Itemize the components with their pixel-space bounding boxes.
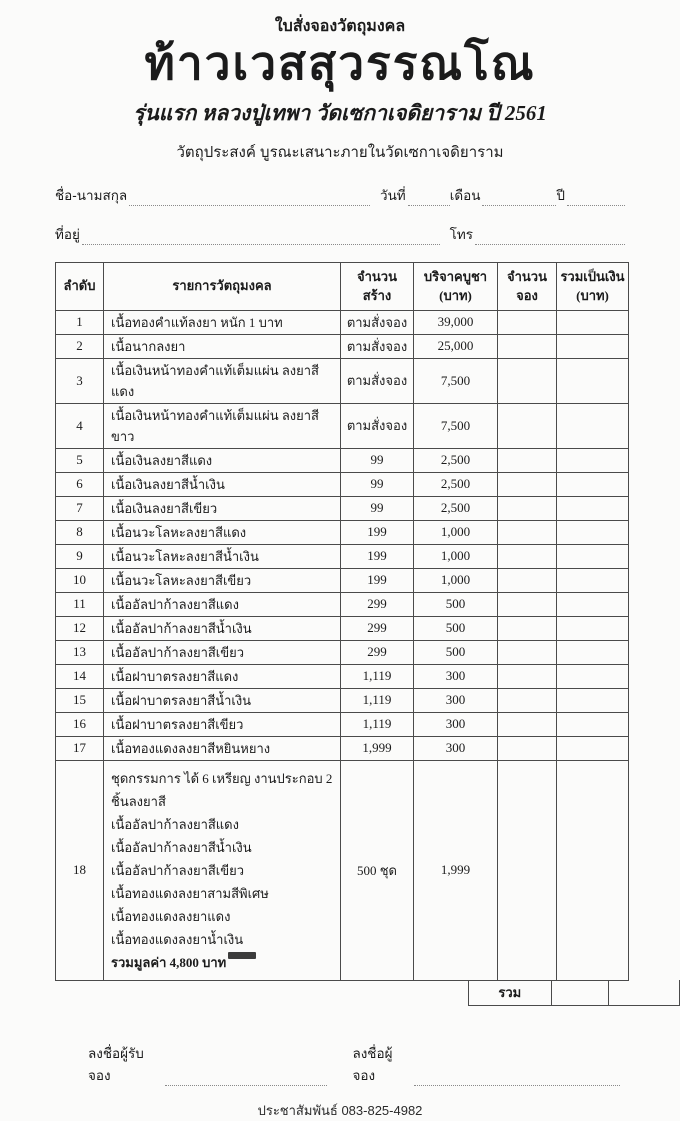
quantity-made-cell: 1,119 <box>341 688 414 712</box>
donation-price-cell: 7,500 <box>414 403 498 448</box>
item-description-cell: เนื้อเงินลงยาสีเขียว <box>104 496 341 520</box>
grand-total-row <box>468 980 680 1006</box>
donation-price-cell: 500 <box>414 592 498 616</box>
row-number: 8 <box>56 520 104 544</box>
address-dotted-line <box>82 229 440 245</box>
item-line: ชุดกรรมการ ได้ 6 เหรียญ งานประกอบ 2 ชิ้นลงยาสี <box>111 770 333 809</box>
quantity-made-cell: 500 ชุด <box>341 760 414 980</box>
name-dotted-line <box>129 190 370 206</box>
donation-price-cell: 1,000 <box>414 520 498 544</box>
total-amount-cell <box>557 736 629 760</box>
quantity-reserved-cell <box>498 403 557 448</box>
month-label: เดือน <box>449 187 481 203</box>
address-label: ที่อยู่ <box>55 226 80 242</box>
quantity-reserved-cell <box>498 640 557 664</box>
item-description-cell: เนื้ออัลปาก้าลงยาสีน้ำเงิน <box>104 616 341 640</box>
donation-price-cell: 1,000 <box>414 544 498 568</box>
quantity-made-cell: 299 <box>341 616 414 640</box>
phone-dotted-line <box>475 229 625 245</box>
column-header-line: รายการวัตถุมงคล <box>172 278 272 294</box>
total-amount-cell <box>557 472 629 496</box>
table-row <box>56 496 629 520</box>
quantity-reserved-cell <box>498 520 557 544</box>
row-number: 13 <box>56 640 104 664</box>
item-line: เนื้ออัลปาก้าลงยาสีน้ำเงิน <box>111 839 252 855</box>
total-amount-cell <box>557 358 629 403</box>
item-line: เนื้ออัลปาก้าลงยาสีแดง <box>111 816 239 832</box>
donation-price-cell: 1,999 <box>414 760 498 980</box>
item-line: เนื้อทองแดงลงยาน้ำเงิน <box>111 931 244 947</box>
quantity-reserved-cell <box>498 688 557 712</box>
quantity-reserved-cell <box>498 760 557 980</box>
quantity-made-cell: ตามสั่งจอง <box>341 358 414 403</box>
item-description-cell <box>104 760 341 980</box>
item-line: เนื้อทองแดงลงยาสามสีพิเศษ <box>111 885 269 901</box>
row-number: 17 <box>56 736 104 760</box>
donation-price-cell: 2,500 <box>414 472 498 496</box>
total-amount-cell <box>557 520 629 544</box>
table-row <box>56 403 629 448</box>
table-row <box>56 736 629 760</box>
column-header-line: จำนวน <box>357 268 397 284</box>
table-row <box>56 712 629 736</box>
column-header <box>557 262 629 310</box>
column-header-line: (บาท) <box>576 288 609 304</box>
item-description-cell: เนื้อฝาบาตรลงยาสีเขียว <box>104 712 341 736</box>
column-header <box>414 262 498 310</box>
row-number: 2 <box>56 334 104 358</box>
quantity-made-cell: 299 <box>341 592 414 616</box>
donation-price-cell: 39,000 <box>414 310 498 334</box>
quantity-reserved-cell <box>498 664 557 688</box>
quantity-reserved-cell <box>498 616 557 640</box>
item-line: เนื้ออัลปาก้าลงยาสีเขียว <box>111 862 245 878</box>
purpose-line: วัตถุประสงค์ บูรณะเสนาะภายในวัดเซกาเจดิยาราม <box>176 143 504 161</box>
quantity-made-cell: ตามสั่งจอง <box>341 403 414 448</box>
total-amount-cell <box>557 592 629 616</box>
row-number: 4 <box>56 403 104 448</box>
quantity-reserved-cell <box>498 544 557 568</box>
quantity-reserved-cell <box>498 736 557 760</box>
order-table <box>55 262 629 981</box>
row-number: 3 <box>56 358 104 403</box>
total-amount-cell <box>557 310 629 334</box>
table-row <box>56 448 629 472</box>
quantity-made-cell: 99 <box>341 496 414 520</box>
date-dotted-line <box>408 190 450 206</box>
table-row <box>56 544 629 568</box>
item-description-cell: เนื้ออัลปาก้าลงยาสีเขียว <box>104 640 341 664</box>
row-number: 14 <box>56 664 104 688</box>
total-amount-cell <box>557 544 629 568</box>
quantity-reserved-cell <box>498 496 557 520</box>
column-header-line: จำนวน <box>507 268 547 284</box>
scan-artifact <box>228 952 256 959</box>
donation-price-cell: 1,000 <box>414 568 498 592</box>
orderer-signature-line <box>414 1070 620 1086</box>
quantity-made-cell: 1,999 <box>341 736 414 760</box>
quantity-reserved-cell <box>498 310 557 334</box>
quantity-reserved-cell <box>498 448 557 472</box>
column-header <box>498 262 557 310</box>
receiver-signature-line <box>165 1070 327 1086</box>
page-title: ท้าวเวสสุวรรณโณ <box>144 38 536 89</box>
item-description-cell: เนื้อทองแดงลงยาสีหยินหยาง <box>104 736 341 760</box>
quantity-made-cell: 99 <box>341 472 414 496</box>
orderer-signature-label: ลงชื่อผู้จอง <box>352 1045 393 1083</box>
total-amount-cell <box>557 616 629 640</box>
column-header-line: จอง <box>516 288 538 304</box>
item-description-cell: เนื้อเงินลงยาสีแดง <box>104 448 341 472</box>
row-number: 15 <box>56 688 104 712</box>
donation-price-cell: 500 <box>414 616 498 640</box>
signature-row <box>88 1042 620 1086</box>
row-number: 5 <box>56 448 104 472</box>
item-set-value-line: รวมมูลค่า 4,800 บาท <box>111 954 227 970</box>
year-label: ปี <box>556 187 565 203</box>
total-amount-cell <box>557 664 629 688</box>
row-number: 18 <box>56 760 104 980</box>
table-row <box>56 334 629 358</box>
row-number: 7 <box>56 496 104 520</box>
address-phone-row <box>55 223 625 245</box>
quantity-made-cell: 1,119 <box>341 664 414 688</box>
quantity-reserved-cell <box>498 568 557 592</box>
total-amount-cell <box>557 334 629 358</box>
grand-total-amount-cell <box>609 980 680 1006</box>
order-table-header-row <box>56 262 629 310</box>
item-description-cell: เนื้อเงินหน้าทองคำแท้เต็มแผ่น ลงยาสีแดง <box>104 358 341 403</box>
year-dotted-line <box>567 190 625 206</box>
row-number: 9 <box>56 544 104 568</box>
item-description-cell: เนื้อเงินลงยาสีน้ำเงิน <box>104 472 341 496</box>
donation-price-cell: 2,500 <box>414 496 498 520</box>
grand-total-reserved-cell <box>552 980 610 1006</box>
item-description-cell: เนื้อนวะโลหะลงยาสีเขียว <box>104 568 341 592</box>
quantity-made-cell: ตามสั่งจอง <box>341 334 414 358</box>
item-description-cell: เนื้อนวะโลหะลงยาสีแดง <box>104 520 341 544</box>
quantity-made-cell: 199 <box>341 520 414 544</box>
quantity-reserved-cell <box>498 592 557 616</box>
total-amount-cell <box>557 712 629 736</box>
table-row <box>56 310 629 334</box>
total-amount-cell <box>557 496 629 520</box>
name-date-row <box>55 184 625 206</box>
quantity-made-cell: 199 <box>341 544 414 568</box>
donation-price-cell: 300 <box>414 736 498 760</box>
column-header-line: สร้าง <box>362 288 392 304</box>
quantity-made-cell: ตามสั่งจอง <box>341 310 414 334</box>
total-amount-cell <box>557 640 629 664</box>
row-number: 16 <box>56 712 104 736</box>
donation-price-cell: 300 <box>414 712 498 736</box>
column-header <box>341 262 414 310</box>
row-number: 6 <box>56 472 104 496</box>
table-row <box>56 358 629 403</box>
month-dotted-line <box>482 190 556 206</box>
total-amount-cell <box>557 448 629 472</box>
name-label: ชื่อ-นามสกุล <box>55 187 128 203</box>
quantity-made-cell: 1,119 <box>341 712 414 736</box>
form-type-heading: ใบสั่งจองวัตถุมงคล <box>274 18 406 35</box>
row-number: 11 <box>56 592 104 616</box>
table-row <box>56 616 629 640</box>
table-row <box>56 688 629 712</box>
table-row <box>56 568 629 592</box>
item-description-cell: เนื้ออัลปาก้าลงยาสีแดง <box>104 592 341 616</box>
column-header <box>56 262 104 310</box>
row-number: 1 <box>56 310 104 334</box>
quantity-made-cell: 299 <box>341 640 414 664</box>
row-number: 12 <box>56 616 104 640</box>
quantity-made-cell: 199 <box>341 568 414 592</box>
row-number: 10 <box>56 568 104 592</box>
receiver-signature-label: ลงชื่อผู้รับจอง <box>88 1045 144 1083</box>
column-header-line: ลำดับ <box>63 278 96 294</box>
edition-subtitle: รุ่นแรก หลวงปู่เทพา วัดเซกาเจดิยาราม ปี 2561 <box>133 100 547 125</box>
quantity-reserved-cell <box>498 712 557 736</box>
quantity-reserved-cell <box>498 334 557 358</box>
column-header-line: (บาท) <box>439 288 472 304</box>
item-description-cell: เนื้อนากลงยา <box>104 334 341 358</box>
table-row <box>56 472 629 496</box>
item-description-cell: เนื้อนวะโลหะลงยาสีน้ำเงิน <box>104 544 341 568</box>
date-label: วันที่ <box>379 187 406 203</box>
column-header-line: รวมเป็นเงิน <box>560 268 625 284</box>
donation-price-cell: 300 <box>414 664 498 688</box>
table-row <box>56 592 629 616</box>
table-row <box>56 760 629 980</box>
table-row <box>56 520 629 544</box>
applicant-fields <box>55 184 625 245</box>
total-amount-cell <box>557 688 629 712</box>
donation-price-cell: 500 <box>414 640 498 664</box>
phone-label: โทร <box>449 226 473 242</box>
table-row <box>56 640 629 664</box>
total-amount-cell <box>557 760 629 980</box>
item-description-cell: เนื้อฝาบาตรลงยาสีน้ำเงิน <box>104 688 341 712</box>
item-description-cell: เนื้อเงินหน้าทองคำแท้เต็มแผ่น ลงยาสีขาว <box>104 403 341 448</box>
column-header-line: บริจาคบูชา <box>423 268 488 284</box>
table-row <box>56 664 629 688</box>
donation-price-cell: 7,500 <box>414 358 498 403</box>
quantity-reserved-cell <box>498 472 557 496</box>
item-line: เนื้อทองแดงลงยาแดง <box>111 908 231 924</box>
quantity-reserved-cell <box>498 358 557 403</box>
item-description-cell: เนื้อทองคำแท้ลงยา หนัก 1 บาท <box>104 310 341 334</box>
total-amount-cell <box>557 568 629 592</box>
quantity-made-cell: 99 <box>341 448 414 472</box>
donation-price-cell: 2,500 <box>414 448 498 472</box>
order-table-body <box>56 310 629 980</box>
donation-price-cell: 300 <box>414 688 498 712</box>
grand-total-label: รวม <box>468 980 552 1006</box>
contact-phone-line: ประชาสัมพันธ์ 083-825-4982 <box>257 1102 423 1118</box>
total-amount-cell <box>557 403 629 448</box>
item-description-cell: เนื้อฝาบาตรลงยาสีแดง <box>104 664 341 688</box>
column-header <box>104 262 341 310</box>
donation-price-cell: 25,000 <box>414 334 498 358</box>
